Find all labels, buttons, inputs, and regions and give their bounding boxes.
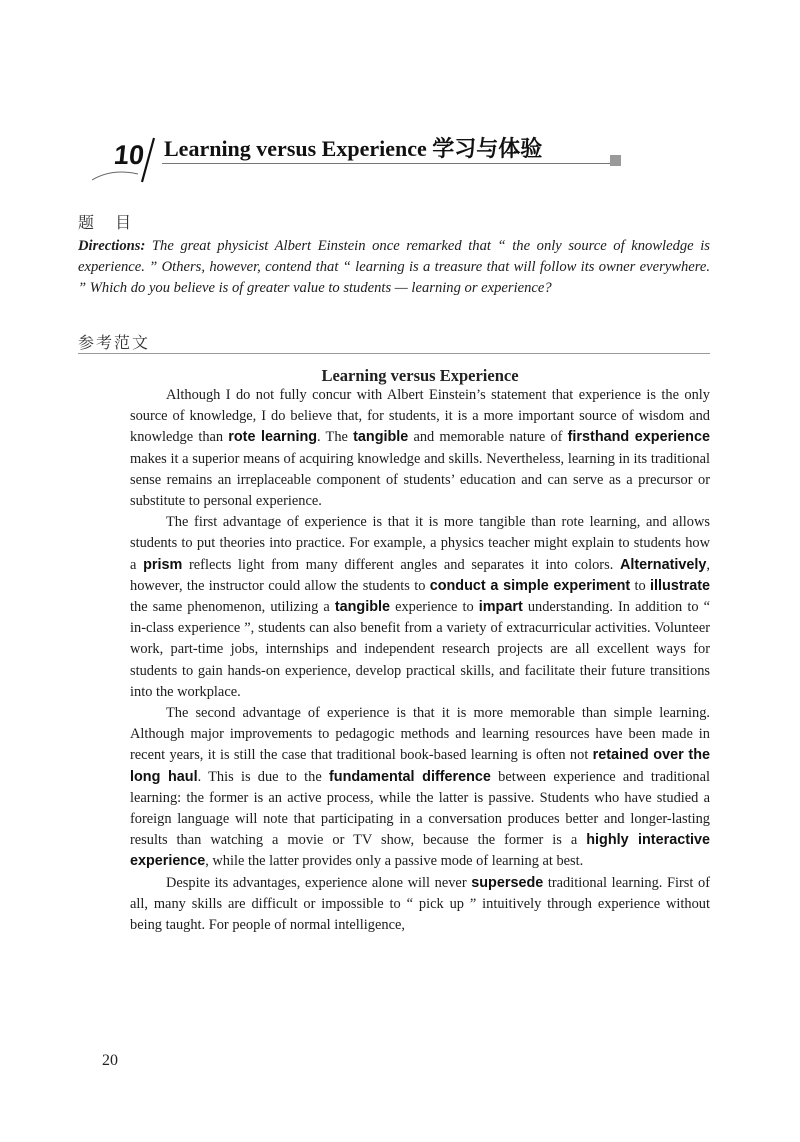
keyword: illustrate: [650, 577, 711, 594]
directions-text: The great physicist Albert Einstein once remarked that “ the only source of knowledge is experience. ” Others, however, contend that “ learning is a treasure that will follow its owner everywhere. ” Which do you believe is of greater value to students — learning or experience?: [78, 238, 710, 296]
keyword: prism: [143, 556, 183, 573]
directions-label: Directions: [78, 238, 141, 254]
chapter-header: [92, 118, 632, 188]
essay-title: Learning versus Experience: [321, 366, 519, 385]
essay-paragraph-1: Although I do not fully concur with Albert Einstein’s statement that experience is the only source of knowledge, I do believe that, for students, it is a more important source of wisdom and knowledge than rote learning. The tangible and memorable nature of firsthand experience makes it a superior means of acquiring knowledge and skills. Nevertheless, learning in its traditional sense remains an irreplaceable component of students’ education and can serve as a precursor or substitute to personal experience.: [130, 387, 710, 510]
keyword: tangible: [353, 429, 409, 446]
chapter-number: 10: [112, 140, 146, 170]
keyword: conduct a simple experiment: [429, 577, 631, 594]
chapter-title: Learning versus Experience 学习与体验: [164, 136, 543, 161]
essay-paragraph-3: The second advantage of experience is that it is more memorable than simple learning. Although major improvements to pedagogic methods and learning resources have been made in recent years, it is still the case that traditional book-based learning is often not retained over the long haul. This is due to the fundamental difference between experience and traditional learning: the former is an active process, while the latter is passive. Students who have studied a foreign language will note that participating in a conversation produces better and longer-lasting results than watching a movie or TV show, because the former is a highly interactive experience, while the latter provides only a passive mode of learning at best.: [130, 705, 710, 870]
keyword: highly interactive experience: [130, 832, 710, 870]
essay-body: [130, 385, 710, 936]
keyword: fundamental difference: [328, 768, 491, 785]
sample-essay-label: 参考范文: [78, 333, 151, 352]
keyword: tangible: [334, 599, 390, 616]
keyword: firsthand experience: [567, 429, 710, 446]
topic-label: 题 目: [78, 213, 140, 232]
keyword: rote learning: [228, 429, 318, 446]
directions-paragraph: Directions: The great physicist Albert Einstein once remarked that “ the only source of knowledge is experience. ” Others, however, contend that “ learning is a treasure that will follow its owner everywhere. ” Which do you believe is of greater value to students — learning or experience?: [78, 238, 710, 296]
chapter-square-icon: [610, 155, 621, 166]
section-divider: [78, 353, 710, 354]
keyword: impart: [478, 599, 523, 616]
page-number: 20: [102, 1052, 118, 1069]
essay-paragraph-4: Despite its advantages, experience alone will never supersede traditional learning. First of all, many skills are difficult or impossible to “ pick up ” intuitively through experience without being taught. For people of normal intelligence,: [130, 874, 710, 934]
keyword: Alternatively: [620, 556, 707, 573]
essay-paragraph-2: The first advantage of experience is that it is more tangible than rote learning, and allows students to put theories into practice. For example, a physics teacher might explain to students how a prism reflects light from many different angles and separates it into colors. Alternatively, however, the instructor could allow the students to conduct a simple experiment to illustrate the same phenomenon, utilizing a tangible experience to impart understanding. In addition to “ in-class experience ”, students can also benefit from a variety of extracurricular activities. Volunteer work, part-time jobs, internships and independent research projects are all excellent ways for students to gain hands-on experience, develop practical skills, and facilitate their future transitions into the workplace.: [130, 514, 711, 700]
chapter-underline: [162, 163, 612, 164]
keyword: retained over the long haul: [130, 747, 710, 785]
keyword: supersede: [471, 874, 544, 891]
